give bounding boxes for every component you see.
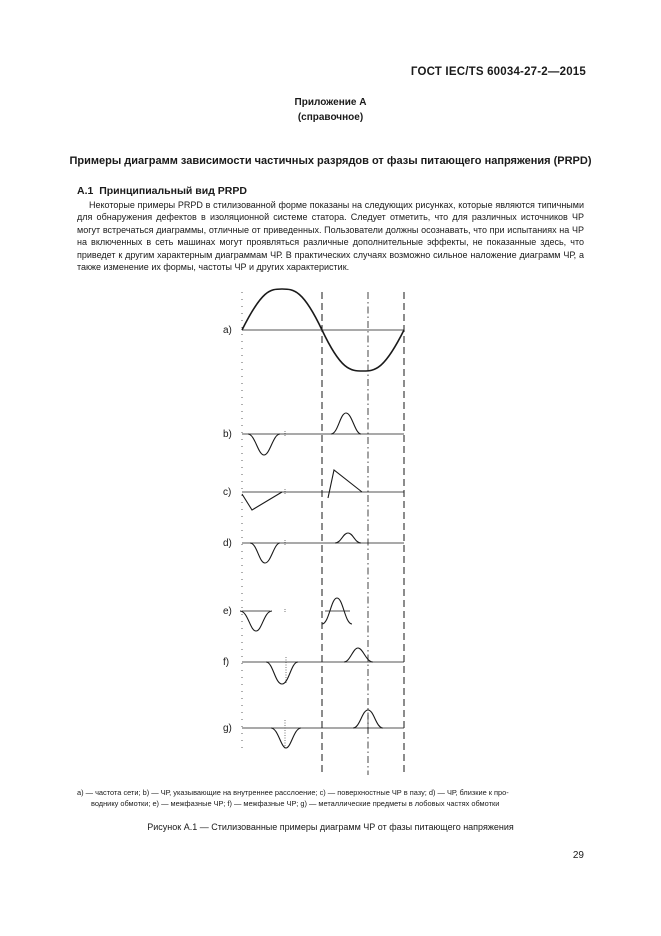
intro-paragraph: Некоторые примеры PRPD в стилизованной форме показаны на следующих рисунках, которые являются типичными для обнаружения дефектов в изоляционной системе статора. Следует отметить, что для различных источников ЧР могут встречаться диаграммы, отличные от приведенных. Пользователи должны осознавать, что при испытаниях на ЧР на включенных в сеть машинах могут проявляться различные дополнительные эффекты, не показанные здесь, что приведет к другим характерным диаграммам ЧР. В практических случаях возможно сильное наложение диаграмм ЧР, а также изменение их формы, частоты ЧР и других характеристик. — [77, 200, 584, 273]
plot-g-metallic-objects — [242, 710, 404, 750]
label-e: e) — [223, 606, 232, 617]
label-a: a) — [223, 325, 232, 336]
figure-legend — [77, 787, 587, 809]
label-b: b) — [223, 429, 232, 440]
section-number: А.1 — [77, 185, 94, 197]
label-g: g) — [223, 723, 232, 734]
annex-status: (справочное) — [297, 112, 364, 123]
plot-f-phase-to-phase — [242, 648, 404, 684]
figure-legend-line2: воднику обмотки; е) — межфазные ЧР; f) — межфазные ЧР; g) — металлические предметы в лобовых частях обмотки — [91, 799, 500, 808]
label-f: f) — [223, 657, 230, 668]
section-title: Принципиальный вид PRPD — [99, 185, 247, 197]
page-number: 29 — [572, 850, 584, 861]
figure-legend-line1: а) — частота сети; b) — ЧР, указывающие на внутреннее расслоение; с) — поверхностные ЧР в пазу; d) — ЧР, близкие к про- — [77, 788, 509, 797]
label-d: d) — [223, 538, 232, 549]
annex-title: Приложение А — [294, 97, 367, 108]
figure-title: Рисунок А.1 — Стилизованные примеры диаграмм ЧР от фазы питающего напряжения — [147, 822, 514, 832]
plot-d-near-conductor — [242, 533, 404, 563]
standard-designation: ГОСТ IEC/TS 60034-27-2—2015 — [410, 66, 586, 78]
plot-b-internal-delamination — [242, 413, 404, 455]
plot-a-sine — [242, 289, 404, 371]
plot-c-slot-surface — [242, 470, 404, 510]
label-c: c) — [223, 487, 232, 498]
annex-main-title: Примеры диаграмм зависимости частичных разрядов от фазы питающего напряжения (PRPD) — [69, 155, 592, 167]
plot-e-phase-to-phase — [240, 598, 352, 631]
